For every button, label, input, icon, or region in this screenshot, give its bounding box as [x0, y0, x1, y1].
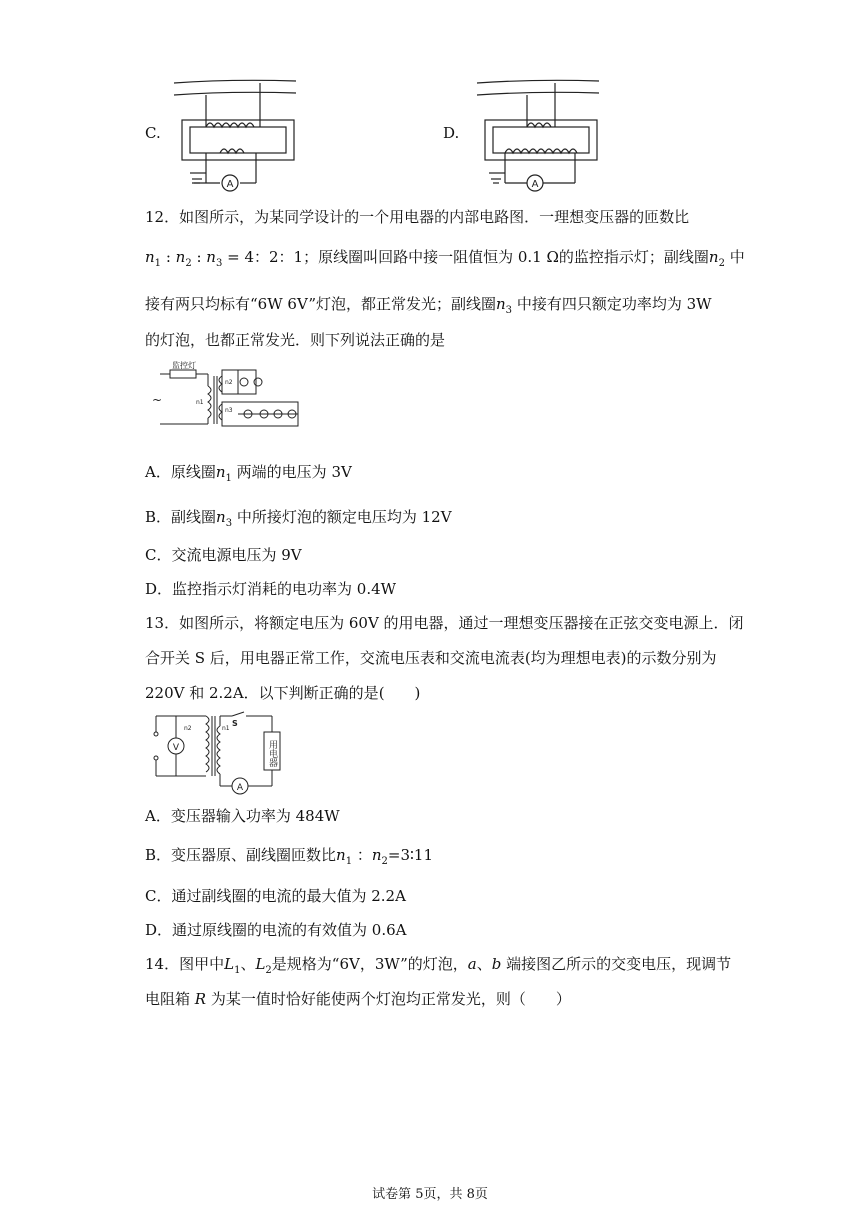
q12-option-a[interactable]: A．原线圈$n_1$ 两端的电压为 3V: [145, 463, 352, 484]
n3-label: n3: [225, 407, 233, 414]
q12-line4: 的灯泡，也都正常发光．则下列说法正确的是: [145, 331, 446, 349]
q13-circuit-diagram: [148, 712, 288, 794]
option-c-diagram: [170, 75, 310, 195]
q13-line2: 合开关 S 后，用电器正常工作，交流电压表和交流电流表(均为理想电表)的示数分别为: [145, 649, 717, 667]
q14-line1: 14．图甲中$L_1$、$L_2$是规格为“6V，3W”的灯泡，a、b 端接图乙所示的交变电压，现调节: [145, 955, 732, 976]
switch-label: S: [232, 719, 238, 728]
option-d-diagram: [475, 75, 615, 195]
appliance-label: 用电器: [267, 740, 277, 767]
q13-line3: 220V 和 2.2A．以下判断正确的是( ): [145, 684, 421, 702]
page-footer: 试卷第 5页，共 8页: [372, 1187, 488, 1202]
q12-line3: 接有两只均标有“6W 6V”灯泡，都正常发光；副线圈$n_3$ 中接有四只额定功率均为 3W: [145, 295, 712, 316]
q12-line1: 12．如图所示，为某同学设计的一个用电器的内部电路图．一理想变压器的匝数比: [145, 208, 690, 226]
q12-circuit-diagram: [150, 362, 300, 432]
n2-label: n2: [184, 725, 192, 732]
q12-line2: $n_1$ : $n_2$ : $n_3 = 4$：2：1；原线圈叫回路中接一阻值恒为 0.1 Ω的监控指示灯；副线圈$n_2$ 中: [145, 248, 745, 269]
q13-option-c[interactable]: C．通过副线圈的电流的最大值为 2.2A: [145, 887, 406, 905]
n1-label: n1: [196, 399, 204, 406]
q14-line2: 电阻箱 R 为某一值时恰好能使两个灯泡均正常发光，则（ ）: [145, 990, 571, 1008]
q13-line1: 13．如图所示，将额定电压为 60V 的用电器，通过一理想变压器接在正弦交变电源上．闭: [145, 614, 744, 632]
n1-label: n1: [222, 725, 230, 732]
ammeter-symbol: A: [236, 783, 244, 793]
voltmeter-symbol: V: [172, 743, 180, 753]
option-c-label: C.: [145, 124, 161, 142]
n2-label: n2: [225, 379, 233, 386]
ammeter-symbol: A: [226, 179, 234, 190]
q12-option-d[interactable]: D．监控指示灯消耗的电功率为 0.4W: [145, 580, 397, 598]
ammeter-symbol: A: [531, 179, 539, 190]
ac-source-symbol: ~: [152, 393, 163, 407]
q12-option-b[interactable]: B．副线圈$n_3$ 中所接灯泡的额定电压均为 12V: [145, 508, 452, 529]
option-d-label: D.: [443, 124, 460, 142]
q13-option-b[interactable]: B．变压器原、副线圈匝数比$n_1$ ：$n_2=3∶11$: [145, 846, 434, 867]
q13-option-d[interactable]: D．通过原线圈的电流的有效值为 0.6A: [145, 921, 407, 939]
q12-option-c[interactable]: C．交流电源电压为 9V: [145, 546, 302, 564]
monitor-lamp-label: 监控灯: [172, 361, 196, 370]
q13-option-a[interactable]: A．变压器输入功率为 484W: [145, 807, 340, 825]
